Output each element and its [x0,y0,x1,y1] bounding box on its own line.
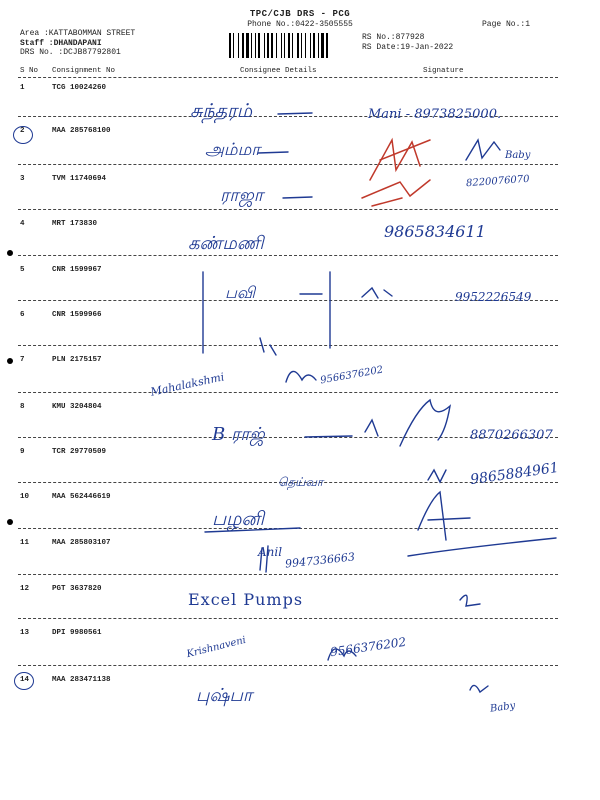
row-consignment-number: TCR 29770509 [52,448,107,456]
column-header-sno: S No [20,67,39,75]
pen-signature [466,140,500,160]
handwritten-name-row13: Krishnaveni [185,634,248,661]
row-serial-number: 5 [20,266,25,274]
row-consignment-number: MAA 285803107 [52,539,111,547]
row-serial-number: 12 [20,585,30,593]
page-number: Page No.:1 [481,20,530,29]
staff-label: Staff :DHANDAPANI [20,38,102,48]
pen-signature [408,538,556,556]
rs-number: RS No.:877928 [362,33,425,42]
row-consignment-number: PGT 3637820 [52,585,102,593]
row-serial-number: 13 [20,629,30,637]
pen-mark [260,546,268,572]
row-serial-number: 8 [20,403,25,411]
pen-signature [365,420,378,436]
handwritten-name-row8: B ராஜ் [212,424,265,445]
row-consignment-number: MAA 562446619 [52,493,111,501]
handwritten-signature-row7: 9566376202 [319,364,385,387]
drs-number: DRS No. :DCJB87792801 [20,48,121,57]
column-header-consignee: Consignee Details [240,67,317,75]
row-serial-number: 10 [20,493,30,501]
pen-signature [286,371,316,382]
row-consignment-number: TVM 11740694 [52,175,107,183]
pen-signature [362,288,392,298]
row-consignment-number: CNR 1599967 [52,266,102,274]
pen-dash [258,152,288,153]
handwritten-signature-row2: Baby [505,150,531,161]
handwritten-signature-row1: Mani - 8973825000. [368,107,502,122]
pen-signature [328,649,356,660]
rs-date: RS Date:19-Jan-2022 [362,42,454,52]
row-consignment-number: DPI 9980561 [52,629,102,637]
row-serial-number: 9 [20,448,25,456]
handwritten-signature-row5: 9952226549 [455,290,532,304]
row-consignment-number: MRT 173830 [52,220,98,228]
row-consignment-number: CNR 1599966 [52,311,102,319]
row-consignment-number: KMU 3204804 [52,403,102,411]
pen-signature [460,595,480,606]
document-title: TPC/CJB DRS - PCG [249,9,351,19]
row-consignment-number: MAA 285768100 [52,127,111,135]
handwritten-name-row2: அம்மா [205,140,261,160]
handwritten-name-row5: பவி [225,283,256,302]
handwritten-name-row3: ராஜா [220,185,264,206]
row-serial-number: 3 [20,175,25,183]
pen-dash [283,197,312,198]
row-serial-number: 2 [20,127,25,135]
pen-dash [278,113,312,114]
handwritten-name-row11: Anil [258,545,283,559]
phone-number: Phone No.:0422-3505555 [247,20,353,29]
handwritten-name-row9: தெய்வா [278,475,324,489]
pen-signature [400,400,450,446]
pen-signature [428,470,446,482]
handwritten-signature-row14: Baby [489,700,517,715]
pen-mark [260,338,276,355]
handwritten-name-row14: புஷ்பா [196,685,253,706]
row-serial-number: 11 [20,539,30,547]
pen-underline [205,528,300,532]
row-serial-number: 7 [20,356,25,364]
handwritten-signature-row4: 9865834611 [384,222,486,241]
pen-signature [470,685,488,692]
handwritten-signature-row9: 9865884961 [469,459,560,489]
column-header-consignment: Consignment No [52,67,116,75]
row-serial-number: 6 [20,311,25,319]
pen-dash [305,436,352,437]
row-serial-number: 1 [20,84,25,92]
column-header-signature: Signature [423,67,464,75]
row-serial-number: 4 [20,220,25,228]
handwritten-signature-row3: 8220076070 [465,173,530,190]
row-consignment-number: TCG 10024260 [52,84,107,92]
row-consignment-number: PLN 2175157 [52,356,102,364]
area-label: Area :KATTABOMMAN STREET [20,29,136,38]
row-consignment-number: MAA 283471138 [52,676,111,684]
red-ink-signature [370,140,420,180]
red-ink-signature [362,180,430,198]
handwritten-name-row10: பழனி [212,508,265,530]
handwritten-signature-row11: 9947336663 [284,550,356,571]
handwritten-name-row7: Mahalakshmi [149,370,226,399]
handwritten-name-row1: சுந்தரம் [190,100,253,122]
pen-signature [418,492,470,540]
handwritten-name-row12: Excel Pumps [188,590,304,609]
handwritten-name-row4: கண்மணி [188,233,264,254]
handwritten-signature-row13: 9566376202 [329,634,407,660]
handwritten-signature-row8: 8870266307 [470,428,553,443]
row-serial-number: 14 [20,676,30,684]
red-ink-signature [372,140,430,206]
